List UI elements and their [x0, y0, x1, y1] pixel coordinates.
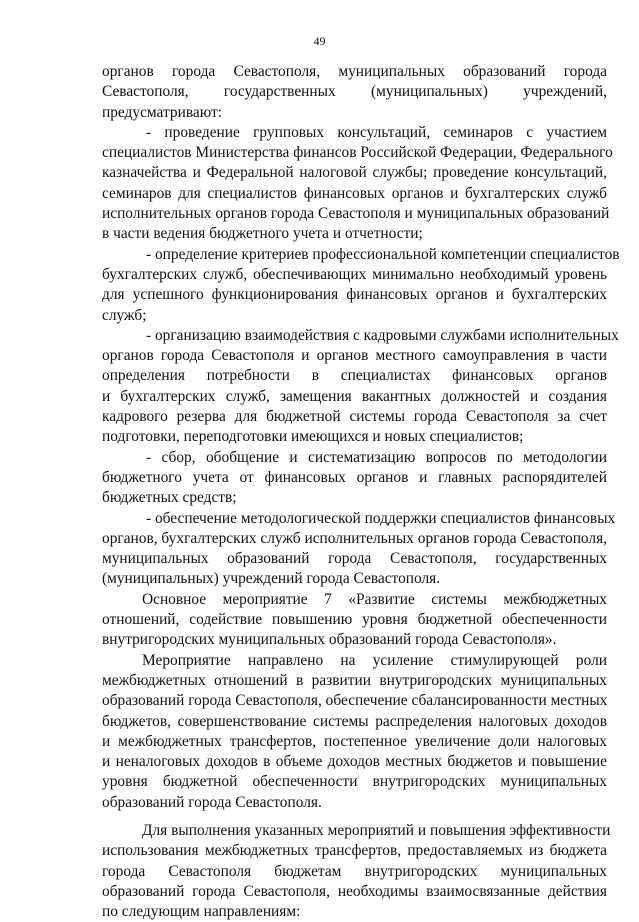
paragraph-p9 [102, 821, 611, 922]
text-line: специалистов Министерства финансов Российской Федерации, Федерального [102, 144, 613, 162]
text-line: города Севастополя бюджетам внутригородских муниципальных [102, 862, 607, 880]
text-line: и неналоговых доходов в объеме доходов местных бюджетов и повышение [102, 753, 607, 771]
text-line: и межбюджетных трансфертов, постепенное увеличение доли налоговых [102, 732, 607, 750]
text-line: Основное мероприятие 7 «Развитие системы межбюджетных [142, 590, 607, 608]
text-line: бюджетов, совершенствование системы распределения налоговых доходов [102, 712, 607, 730]
text-line: - определение критериев профессиональной компетенции специалистов [146, 245, 620, 263]
paragraph-p5 [102, 448, 607, 509]
text-line: органов, бухгалтерских служб исполнительных органов города Севастополя, [102, 529, 608, 547]
paragraph-p2 [102, 123, 613, 245]
text-line: отношений, содействие повышению уровня бюджетной обеспеченности [102, 611, 607, 629]
text-line: кадрового резерва для бюджетной системы города Севастополя за счет [102, 408, 607, 426]
text-line: бюджетных средств; [102, 489, 237, 507]
text-line: образований города Севастополя. [102, 793, 322, 811]
text-line: органов города Севастополя и органов местного самоуправления в части [102, 347, 607, 365]
text-line: казначейства и Федеральной налоговой службы; проведение консультаций, [102, 164, 607, 182]
text-line: бухгалтерских служб, обеспечивающих минимально необходимый уровень [102, 265, 607, 283]
text-line: уровня бюджетной обеспеченности внутригородских муниципальных [102, 773, 607, 791]
text-line: служб; [102, 306, 147, 324]
text-line: образований города Севастополя, обеспечение сбалансированности местных [102, 692, 608, 710]
paragraph-p4 [102, 326, 619, 448]
text-line: межбюджетных отношений в развитии внутригородских муниципальных [102, 671, 607, 689]
text-line: - проведение групповых консультаций, семинаров с участием [146, 123, 607, 141]
paragraph-p7 [102, 590, 607, 651]
paragraph-gap [102, 813, 607, 821]
text-line: Севастополя, государственных (муниципальных) учреждений, [102, 83, 607, 101]
text-line: Мероприятие направлено на усиление стимулирующей роли [142, 651, 607, 669]
text-line: - сбор, обобщение и систематизацию вопросов по методологии [146, 448, 607, 466]
text-line: Для выполнения указанных мероприятий и повышения эффективности [142, 821, 611, 839]
text-line: бюджетного учета от финансовых органов и главных распорядителей [102, 468, 607, 486]
paragraph-p8 [102, 651, 607, 813]
document-body [102, 62, 620, 922]
text-line: использования межбюджетных трансфертов, предоставляемых из бюджета [102, 842, 607, 860]
text-line: в части ведения бюджетного учета и отчетности; [102, 225, 423, 243]
text-line: муниципальных образований города Севастополя, государственных [102, 550, 607, 568]
text-line: органов города Севастополя, муниципальных образований города [102, 63, 607, 80]
text-line: предусматривают: [102, 103, 223, 121]
text-line: (муниципальных) учреждений города Севастополя. [102, 570, 441, 588]
text-line: семинаров для специалистов финансовых органов и бухгалтерских служб [102, 184, 607, 202]
text-line: исполнительных органов города Севастополя и муниципальных образований [102, 205, 610, 223]
text-line: внутригородских муниципальных образований города Севастополя». [102, 631, 557, 649]
page-number: 49 [313, 34, 326, 48]
text-line: по следующим направлениям: [102, 903, 301, 921]
text-line: образований города Севастополя, необходимы взаимосвязанные действия [102, 882, 607, 900]
text-line: и бухгалтерских служб, замещения вакантных должностей и создания [102, 387, 607, 405]
text-line: для успешного функционирования финансовых органов и бухгалтерских [102, 286, 607, 304]
paragraph-p1 [102, 62, 607, 123]
text-line: подготовки, переподготовки имеющихся и новых специалистов; [102, 428, 524, 446]
paragraph-p3 [102, 245, 620, 326]
paragraph-p6 [102, 509, 616, 590]
text-line: определения потребности в специалистах финансовых органов [102, 367, 607, 385]
text-line: - обеспечение методологической поддержки специалистов финансовых [146, 509, 616, 527]
text-line: - организацию взаимодействия с кадровыми службами исполнительных [146, 326, 619, 344]
